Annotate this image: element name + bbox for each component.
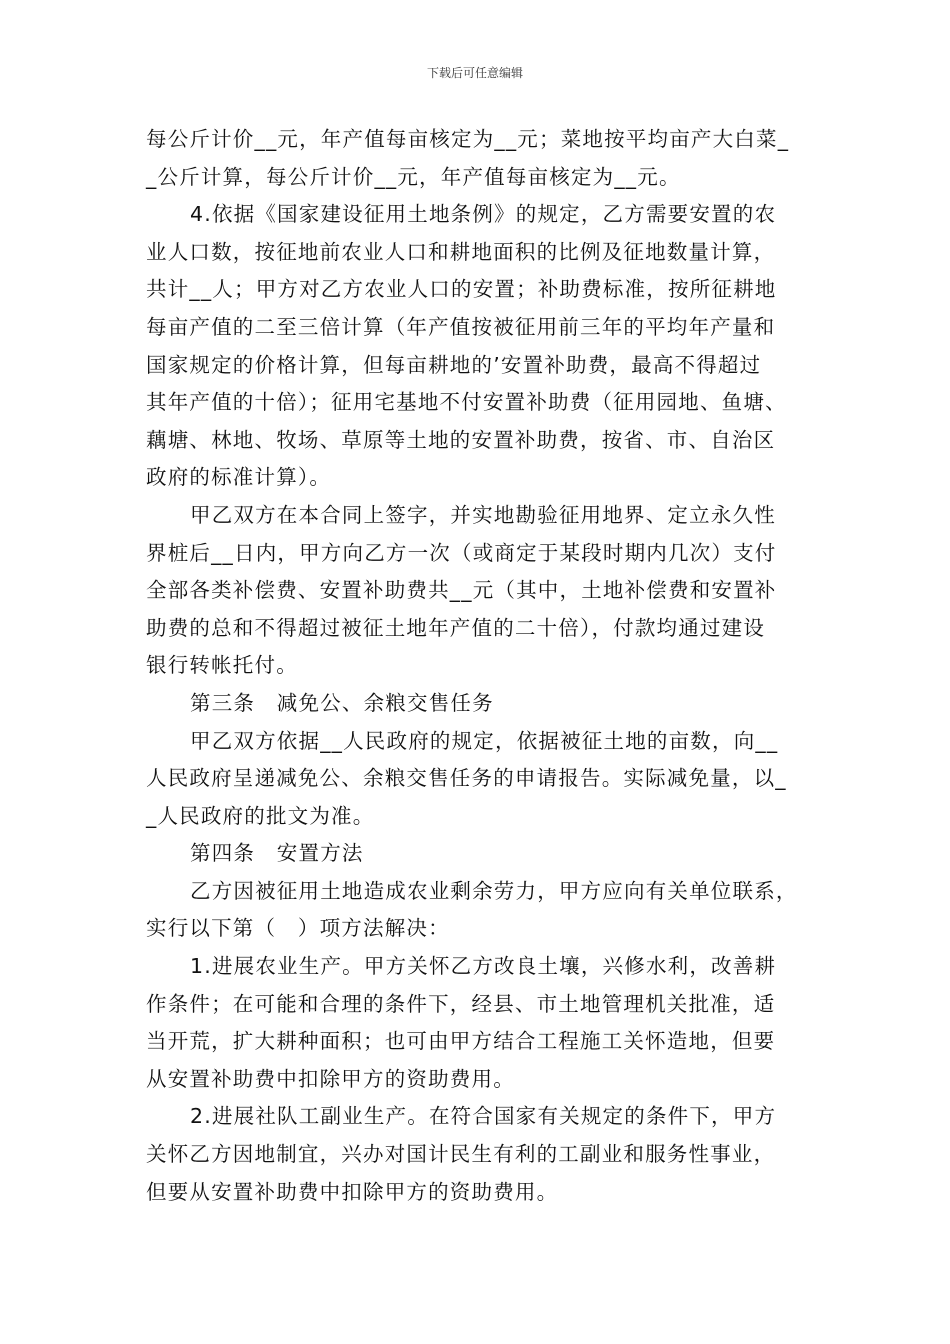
text-line: 甲乙双方依据__人民政府的规定，依据被征土地的亩数，向__ [190,728,779,753]
text-line: 实行以下第（ ）项方法解决： [146,916,450,941]
text-line: 政府的标准计算）。 [146,465,332,490]
text-line: 第四条 安置方法 [190,841,364,866]
page-header: 下载后可任意编辑 [426,66,523,80]
text-line: 第三条 减免公、余粮交售任务 [190,690,494,715]
text-line: 当开荒，扩大耕种面积；也可由甲方结合工程施工关怀造地，但要 [146,1029,776,1054]
text-line: 助费的总和不得超过被征土地年产值的二十倍），付款均通过建设 [146,615,766,640]
text-line: 全部各类补偿费、安置补助费共__元（其中，土地补偿费和安置补 [146,578,777,603]
text-line: 甲乙双方在本合同上签字，并实地勘验征用地界、定立永久性 [190,502,776,527]
text-line: 1.进展农业生产。甲方关怀乙方改良土壤，兴修水利，改善耕 [190,954,777,979]
text-line: 关怀乙方因地制宜，兴办对国计民生有利的工副业和服务性事业， [146,1142,776,1167]
text-line: 共计__人；甲方对乙方农业人口的安置；补助费标准，按所征耕地 [146,277,777,302]
text-line: 每公斤计价__元，年产值每亩核定为__元；菜地按平均亩产大白菜_ [146,127,790,151]
text-line: 业人口数，按征地前农业人口和耕地面积的比例及征地数量计算， [146,239,776,264]
text-line: 每亩产值的二至三倍计算（年产值按被征用前三年的平均年产量和 [146,314,776,339]
text-line: 2.进展社队工副业生产。在符合国家有关规定的条件下，甲方 [190,1104,777,1129]
text-line: 人民政府呈递减免公、余粮交售任务的申请报告。实际减免量，以_ [146,766,787,791]
text-line: _人民政府的批文为准。 [146,803,375,828]
text-line: 藕塘、林地、牧场、草原等土地的安置补助费，按省、市、自治区 [146,427,776,452]
text-line: 4.依据《国家建设征用土地条例》的规定，乙方需要安置的农 [190,202,777,227]
text-line: _公斤计算，每公斤计价__元，年产值每亩核定为__元。 [146,164,681,189]
text-line: 作条件；在可能和合理的条件下，经县、市土地管理机关批准，适 [146,991,776,1016]
text-line: 但要从安置补助费中扣除甲方的资助费用。 [146,1179,559,1204]
document-body [146,121,816,1211]
text-line: 从安置补助费中扣除甲方的资助费用。 [146,1066,515,1091]
text-line: 乙方因被征用土地造成农业剩余劳力，甲方应向有关单位联系， [190,878,798,903]
text-line: 其年产值的十倍）；征用宅基地不付安置补助费（征用园地、鱼塘、 [146,390,787,415]
text-line: 银行转帐托付。 [146,653,298,678]
text-line: 国家规定的价格计算，但每亩耕地的’安置补助费，最高不得超过 [146,352,762,377]
text-line: 界桩后__日内，甲方向乙方一次（或商定于某段时期内几次）支付 [146,540,777,565]
